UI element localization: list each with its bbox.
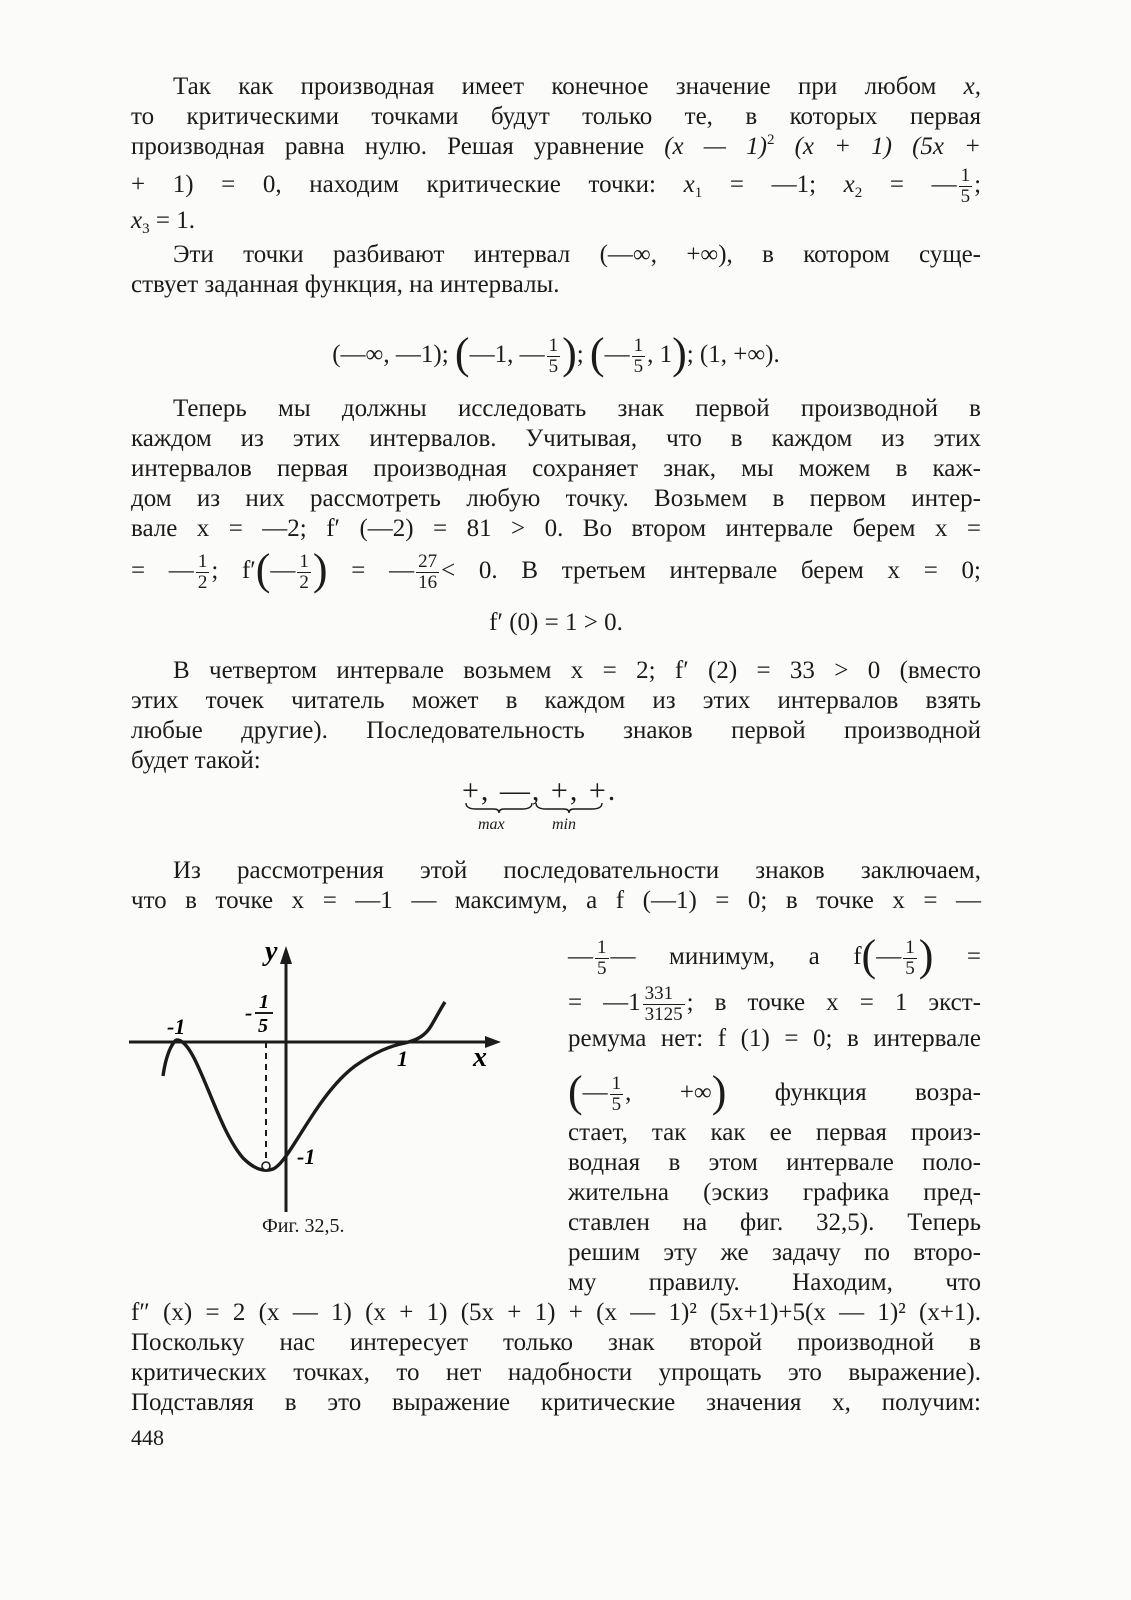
brace-max — [464, 802, 534, 814]
para1-line1: Так как производная имеет конечное значение при любом x, — [173, 73, 981, 100]
para2-line1: Эти точки разбивают интервал (—∞, +∞), в котором суще- — [173, 241, 981, 268]
para2-line2: ствует заданная функция, на интервалы. — [131, 271, 560, 298]
min-point — [262, 1162, 270, 1170]
x-axis-arrow-icon — [485, 1036, 501, 1048]
para5-line1: Из рассмотрения этой последовательности знаков заключаем, — [173, 857, 981, 884]
para6-line4: Подставляя в это выражение критические значения x, получим: — [131, 1389, 981, 1416]
para1-line4: + 1) = 0, находим критические точки: $x_1$ = —1; $x_2$ = — $\frac{1}{5}$ ; — [131, 165, 982, 207]
side-line8: ставлен на фиг. 32,5). Теперь — [568, 1209, 981, 1236]
label-frac-denominator: 5 — [258, 1015, 268, 1037]
sign-sequence — [462, 776, 682, 836]
y-axis-arrow-icon — [280, 946, 292, 964]
brace-label-max: max — [478, 816, 505, 833]
para6-line2: Поскольку нас интересует только знак второй производной в — [131, 1329, 981, 1356]
figure-caption: Фиг. 32,5. — [262, 1215, 345, 1237]
para3-line4: дом из них рассмотреть любую точку. Возьмем в первом интер- — [131, 485, 981, 512]
para4-line3: любые другие). Последовательность знаков первой производной — [131, 717, 981, 744]
side-line9: решим эту же задачу по второ- — [568, 1239, 981, 1266]
para4-line2: этих точек читатель может в каждом из этих интервалов взять — [131, 687, 981, 714]
side-line2: = —1 $\frac{331}{3125}$ ; в точке x = 1 экст- — [568, 983, 982, 1025]
side-line7: жительна (эскиз графика пред- — [568, 1179, 981, 1206]
para3-line1: Теперь мы должны исследовать знак первой производной в — [173, 395, 981, 422]
label-neg1-max: -1 — [167, 1014, 186, 1039]
brace-min — [534, 802, 604, 814]
page-number: 448 — [131, 1425, 164, 1450]
para6-line1: f″ (x) = 2 (x — 1) (x + 1) (5x + 1) + (x — 1)² (5x+1)+5(x — 1)² (x+1). — [131, 1299, 981, 1326]
para3-line2: каждом из этих интервалов. Учитывая, что в каждом из этих — [131, 425, 981, 452]
para3-line3: интервалов первая производная сохраняет знак, мы можем в каж- — [131, 455, 981, 482]
para6-line3: критических точках, то нет надобности упрощать это выражение). — [131, 1359, 981, 1386]
para1-line5: $x_3 = 1$. — [131, 207, 195, 237]
y-axis-label: y — [265, 936, 278, 967]
side-line1: — $\frac{1}{5}$ — минимум, а f(— $\frac{1}{5}$ ) = — [568, 931, 981, 981]
label-neg1-min: -1 — [297, 1144, 316, 1169]
label-frac-sign: - — [245, 1000, 253, 1025]
para1-line2: то критическими точками будут только те, в которых первая — [131, 103, 981, 130]
para1-line3: производная равна нулю. Решая уравнение (x — 1)$^2$ (x + 1) (5x + — [131, 132, 982, 160]
label-one: 1 — [397, 1046, 408, 1071]
para3-line5: вале x = —2; f′ (—2) = 81 > 0. Во втором интервале берем x = — [131, 515, 981, 542]
para4-line4: будет такой: — [131, 747, 261, 774]
para4-line1: В четвертом интервале возьмем x = 2; f′ (2) = 33 > 0 (вместо — [173, 657, 981, 684]
brace-label-min: min — [552, 816, 576, 833]
x-axis-label: x — [473, 1042, 487, 1073]
side-line6: водная в этом интервале поло- — [568, 1149, 981, 1176]
intervals-formula: (—∞, —1); (—1, — $\frac{1}{5}$ ); (— $\frac{1}{5}$ , 1); (1, +∞). — [332, 329, 780, 379]
side-line3: ремума нет: f (1) = 0; в интервале — [568, 1025, 981, 1052]
para5-line2: что в точке x = —1 — максимум, а f (—1) = 0; в точке x = — — [131, 887, 981, 914]
fraction: $\frac{1}{5}$ — [960, 165, 971, 207]
label-frac-numerator: 1 — [259, 991, 269, 1013]
formula-f-prime-0: f′ (0) = 1 > 0. — [489, 609, 623, 636]
figure-32-5 — [125, 936, 515, 1216]
side-line10: му правилу. Находим, что — [568, 1269, 981, 1296]
sign-row: +, —, +, +. — [462, 774, 618, 807]
side-line4: (— $\frac{1}{5}$ , +∞) функция возра- — [568, 1067, 981, 1117]
para3-line6: = — $\frac{1}{2}$ ; f′(— $\frac{1}{2}$ ) = — $\frac{27}{16}$ < 0. В третьем интервале берем x = 0; — [131, 545, 981, 595]
side-line5: стает, так как ее первая произ- — [568, 1119, 981, 1146]
